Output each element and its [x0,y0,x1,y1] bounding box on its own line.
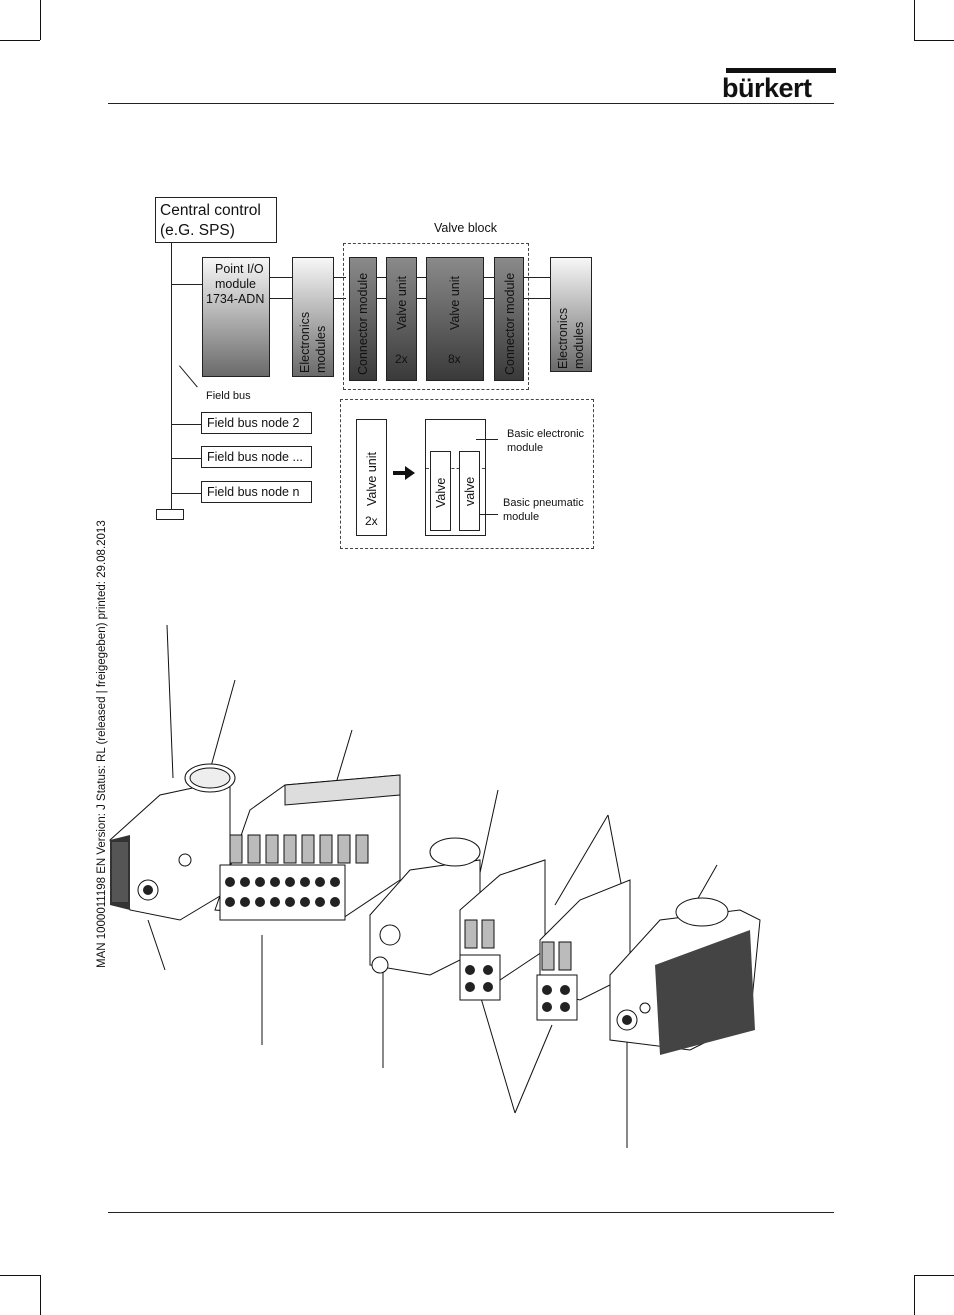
bus-branch [171,284,202,285]
valve-unit-8x-label: Valve unit [448,276,462,330]
connection-line [377,277,386,278]
connection-line [524,277,550,278]
crop-mark [40,1275,41,1315]
crop-mark [914,40,954,41]
connection-line [524,298,550,299]
callout-line [480,514,498,515]
electronics-modules-right [550,257,592,372]
connector-module-1-label: Connector module [356,272,370,375]
crop-mark [914,1275,915,1315]
point-io-line1: Point I/O [215,262,264,276]
crop-mark [0,40,40,41]
point-io-line2: module [215,277,256,291]
connection-line [484,298,494,299]
basic-electronic-line2: module [507,442,544,454]
valve-unit-8x-count: 8x [448,352,461,366]
connector-module-2 [494,257,524,381]
field-bus-node-n [201,481,312,503]
field-bus-node-2-label: Field bus node 2 [207,416,300,430]
field-bus-node-2 [201,412,312,434]
field-bus-pointer [179,365,198,387]
arrow-right-icon [393,466,415,480]
crop-mark [0,1275,40,1276]
basic-pneumatic-line1: Basic pneumatic [503,497,584,509]
connection-line [417,277,426,278]
crop-mark [914,1275,954,1276]
detail-valve-b [459,451,480,531]
field-bus-node-n-label: Field bus node n [207,485,300,499]
detail-valve-b-label: valve [463,476,477,506]
detail-valve-a [430,451,451,531]
header-rule [108,103,834,104]
valve-unit-8x [426,257,484,381]
footer-rule [108,1212,834,1213]
electronics-right-line2: modules [572,321,586,369]
detail-valve-a-label: Valve [434,477,448,508]
valve-unit-2x [386,257,417,381]
detail-valve-unit [356,419,387,536]
connection-line [270,277,292,278]
connection-line [377,298,386,299]
electronics-right-line1: Electronics [556,307,570,369]
valve-unit-2x-label: Valve unit [395,276,409,330]
connection-line [417,298,426,299]
crop-mark [914,0,915,40]
valve-unit-2x-count: 2x [395,352,408,366]
basic-pneumatic-line2: module [503,511,540,523]
central-control-line1: Central control [160,202,261,219]
burkert-logo [722,68,836,104]
valve-block-title: Valve block [434,221,497,235]
bus-branch [171,424,202,425]
logo-text: bürkert [722,73,812,103]
bus-branch [171,458,202,459]
document-status-note: MAN 1000011198 EN Version: J Status: RL (released | freigegeben) printed: 29.08.2013 [96,520,108,968]
field-bus-trunk [171,243,172,509]
electronics-left-line1: Electronics [298,311,312,373]
valve-unit-8x-drawing [215,775,400,920]
detail-valve-unit-count: 2x [365,514,378,528]
central-control-line2: (e.G. SPS) [160,222,235,239]
detail-valve-unit-label: Valve unit [365,452,379,506]
field-bus-node-etc [201,446,312,468]
left-end-module [110,764,235,920]
central-control-box [155,197,277,243]
electronics-modules-left [292,257,334,377]
point-io-line3: 1734-ADN [206,292,265,306]
connection-line [270,298,292,299]
crop-mark [40,0,41,40]
field-bus-node-etc-label: Field bus node ... [207,450,303,464]
connection-line [484,277,494,278]
connector-module-1 [349,257,377,381]
electronics-left-line2: modules [314,325,328,373]
valve-island-exploded-drawing [100,620,780,1160]
point-io-module [202,257,270,377]
basic-electronic-line1: Basic electronic [507,428,585,440]
right-end-module [610,898,760,1055]
connector-module-2-label: Connector module [503,272,517,375]
field-bus-label: Field bus [206,390,251,402]
bus-branch [171,493,202,494]
bus-terminator [156,509,184,520]
callout-line [476,439,498,440]
